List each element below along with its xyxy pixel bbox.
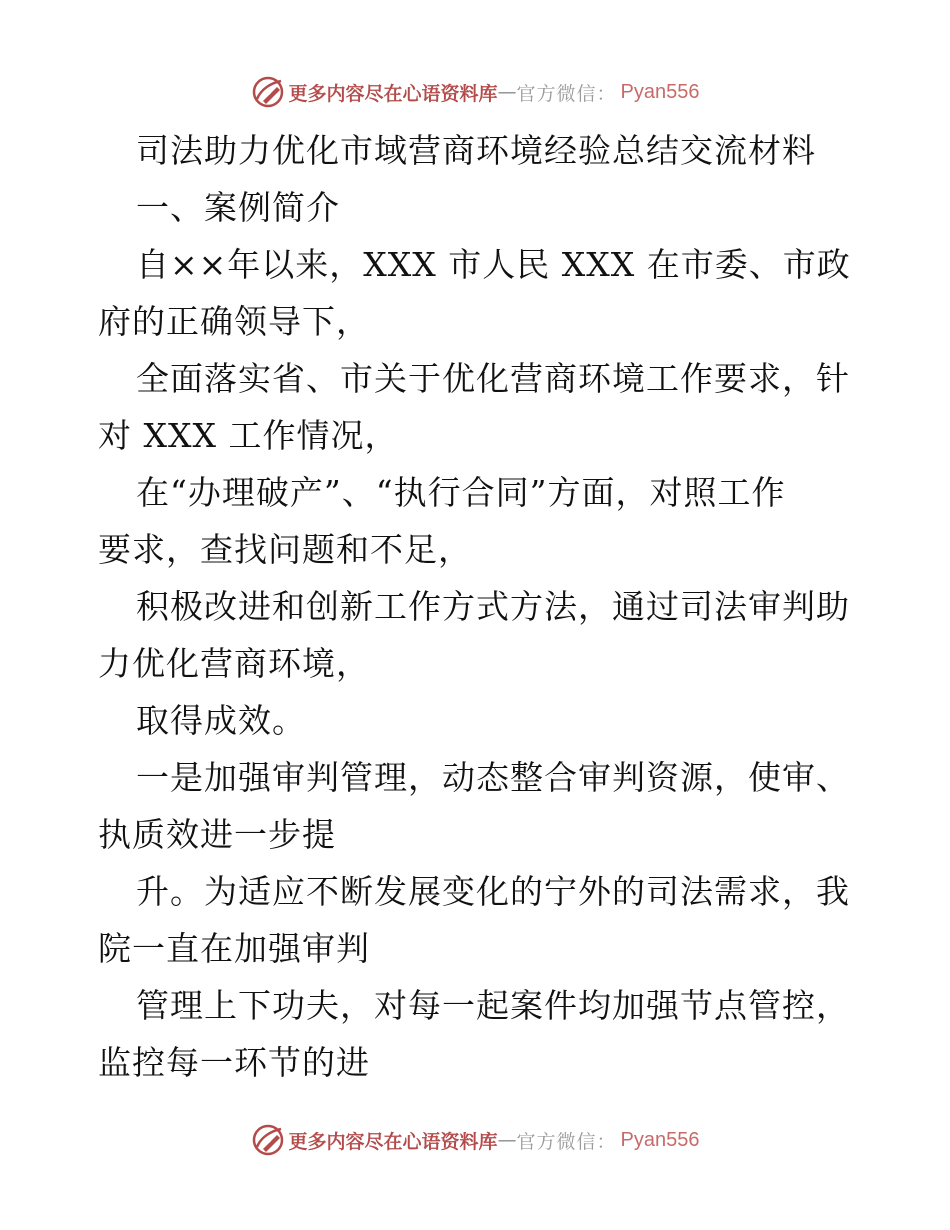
paragraph-line: 要求，查找问题和不足， (98, 530, 472, 569)
paragraph-line: 升。为适应不断发展变化的宁外的司法需求，我 (136, 872, 850, 911)
watermark-official-label: 官方微信： (516, 1130, 617, 1153)
paragraph-line: 府的正确领导下， (98, 302, 370, 341)
paragraph-line: 积极改进和创新工作方式方法，通过司法审判助 (136, 587, 850, 626)
paragraph-line: 力优化营商环境， (98, 644, 370, 683)
watermark-promo-text: 更多内容尽在心语资料库 (288, 82, 498, 105)
watermark-promo-text: 更多内容尽在心语资料库 (288, 1130, 498, 1153)
paragraph-line: 在“办理破产”、“执行合同”方面，对照工作 (136, 473, 786, 512)
pen-logo-icon (251, 75, 285, 109)
paragraph-line: 管理上下功夫，对每一起案件均加强节点管控， (136, 986, 850, 1025)
pen-logo-icon (251, 1123, 285, 1157)
document-title: 司法助力优化市域营商环境经验总结交流材料 (136, 131, 816, 170)
watermark-wechat-id: Pyan556 (620, 1128, 700, 1151)
paragraph-line: 自××年以来，XXX 市人民 XXX 在市委、市政 (136, 245, 851, 284)
paragraph-line: 对 XXX 工作情况， (98, 416, 399, 455)
paragraph-line: 监控每一环节的进 (98, 1043, 370, 1082)
paragraph-line: 一是加强审判管理，动态整合审判资源，使审、 (136, 758, 850, 797)
section-heading: 一、案例简介 (136, 188, 340, 227)
paragraph-line: 全面落实省、市关于优化营商环境工作要求，针 (136, 359, 850, 398)
document-body (98, 122, 858, 1091)
watermark-dash: — (497, 81, 517, 103)
watermark-banner-top (0, 72, 950, 112)
watermark-banner-bottom (0, 1120, 950, 1160)
watermark-official-label: 官方微信： (516, 82, 617, 105)
paragraph-line: 执质效进一步提 (98, 815, 336, 854)
paragraph-line: 院一直在加强审判 (98, 929, 370, 968)
watermark-wechat-id: Pyan556 (620, 80, 700, 103)
paragraph-line: 取得成效。 (136, 701, 306, 740)
watermark-dash: — (497, 1129, 517, 1151)
